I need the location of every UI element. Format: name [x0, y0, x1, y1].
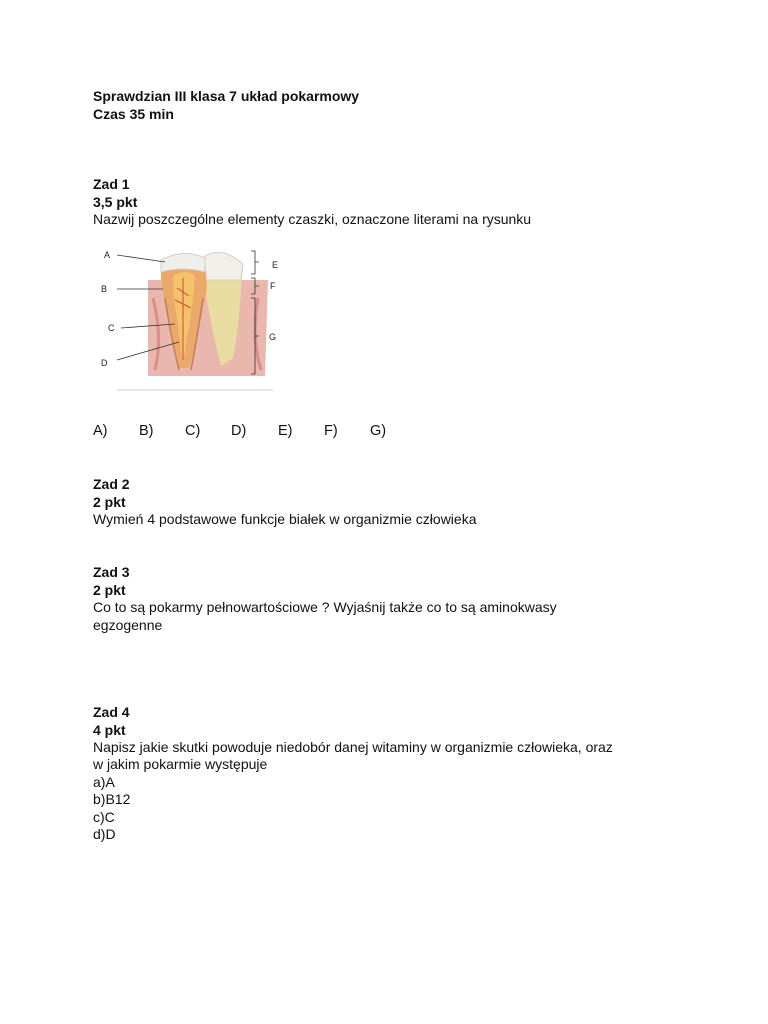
answer-a: A) — [93, 423, 108, 439]
figure-label-e: E — [272, 260, 279, 270]
task-4-item-b: b)B12 — [93, 791, 131, 807]
task-3-question-line-2: egzogenne — [93, 617, 163, 633]
task-4-heading: Zad 4 — [93, 704, 130, 720]
task-1-heading: Zad 1 — [93, 176, 130, 192]
task-3-question-line-1: Co to są pokarmy pełnowartościowe ? Wyjaśnij także co to są aminokwasy — [93, 599, 557, 615]
task-3-heading: Zad 3 — [93, 564, 130, 580]
figure-label-a: A — [104, 250, 111, 260]
answer-d: D) — [231, 423, 247, 439]
answer-e: E) — [278, 423, 293, 439]
tooth-cross-section-figure — [93, 238, 293, 398]
task-1-question: Nazwij poszczególne elementy czaszki, oznaczone literami na rysunku — [93, 211, 532, 227]
document-title: Sprawdzian III klasa 7 układ pokarmowy — [93, 88, 360, 104]
time-limit: Czas 35 min — [93, 106, 174, 122]
task-2-points: 2 pkt — [93, 494, 126, 510]
figure-label-d: D — [101, 358, 108, 368]
answer-g: G) — [370, 423, 387, 439]
task-1-points: 3,5 pkt — [93, 194, 138, 210]
task-4-question-line-2: w jakim pokarmie występuje — [93, 756, 268, 772]
task-2-heading: Zad 2 — [93, 476, 130, 492]
task-4-item-d: d)D — [93, 826, 116, 842]
figure-label-c: C — [108, 323, 115, 333]
figure-label-f: F — [270, 281, 276, 291]
answer-b: B) — [139, 423, 154, 439]
task-4-points: 4 pkt — [93, 722, 126, 738]
task-4-question-line-1: Napisz jakie skutki powoduje niedobór danej witaminy w organizmie człowieka, oraz — [93, 739, 613, 755]
figure-label-b: B — [101, 284, 108, 294]
task-2-question: Wymień 4 podstawowe funkcje białek w organizmie człowieka — [93, 511, 477, 527]
task-4-item-c: c)C — [93, 809, 115, 825]
figure-label-g: G — [269, 332, 277, 342]
task-3-points: 2 pkt — [93, 582, 126, 598]
answer-c: C) — [185, 423, 201, 439]
answer-f: F) — [324, 423, 338, 439]
task-4-item-a: a)A — [93, 774, 115, 790]
